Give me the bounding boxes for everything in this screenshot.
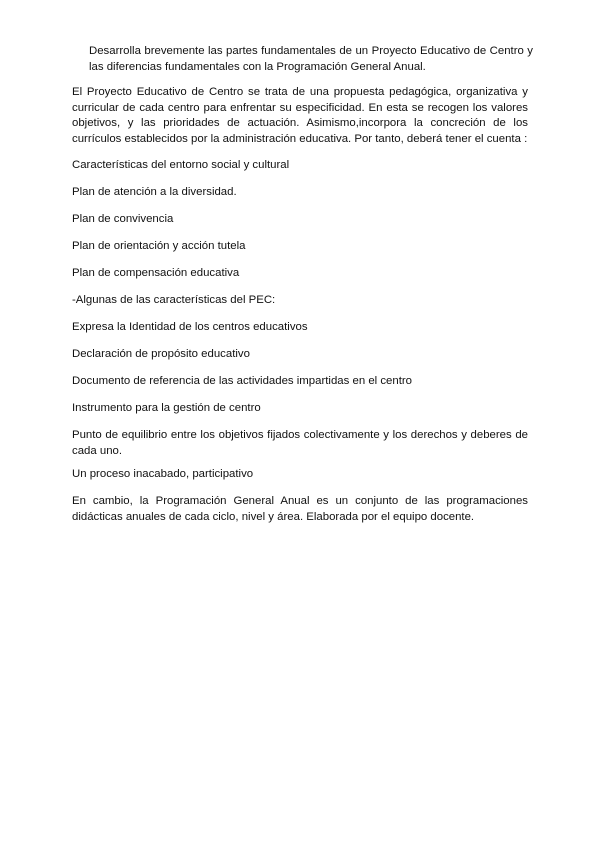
list-item: Plan de atención a la diversidad. [72, 186, 237, 198]
characteristic-item: Declaración de propósito educativo [72, 348, 250, 360]
list-item: Plan de compensación educativa [72, 267, 240, 279]
question-prompt: Desarrolla brevemente las partes fundamentales de un Proyecto Educativo de Centro y las diferencias fundamentales con la Programación General Anual. [89, 45, 533, 73]
subheading: -Algunas de las características del PEC: [72, 294, 276, 306]
characteristic-item: Expresa la Identidad de los centros educativos [72, 321, 308, 333]
characteristic-item: Instrumento para la gestión de centro [72, 402, 261, 414]
list-item: Plan de convivencia [72, 213, 174, 225]
list-item: Plan de orientación y acción tutela [72, 240, 246, 252]
characteristic-item: Documento de referencia de las actividades impartidas en el centro [72, 375, 413, 387]
closing-paragraph: En cambio, la Programación General Anual es un conjunto de las programaciones didácticas anuales de cada ciclo, nivel y área. Elaborada por el equipo docente. [72, 495, 528, 523]
list-item: Características del entorno social y cultural [72, 159, 290, 171]
process-line: Un proceso inacabado, participativo [72, 468, 254, 480]
intro-paragraph: El Proyecto Educativo de Centro se trata de una propuesta pedagógica, organizativa y curricular de cada centro para enfrentar su especificidad. En esta se recogen los valores objetivos, y las prioridades de actuación. Asimismo,incorpora la concreción de los currículos establecidos por la administración educativa. Por tanto, deberá tener el cuenta : [72, 86, 528, 145]
equilibrium-paragraph: Punto de equilibrio entre los objetivos fijados colectivamente y los derechos y deberes de cada uno. [72, 429, 528, 457]
